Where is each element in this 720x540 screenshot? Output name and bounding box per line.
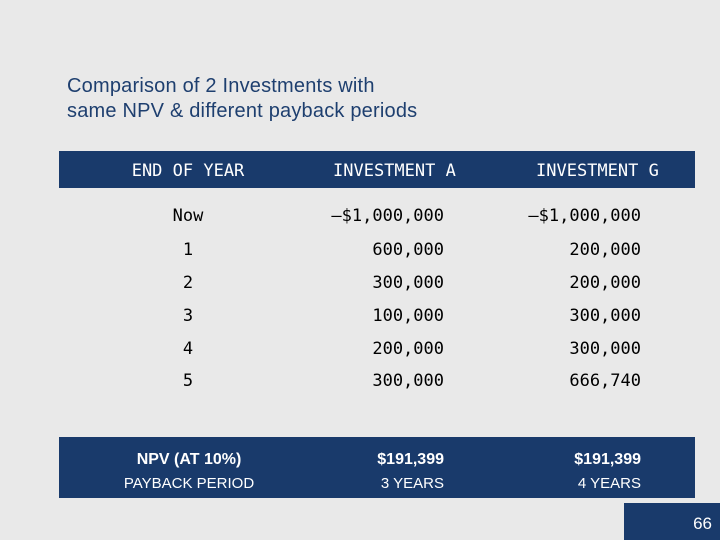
investment-a-cell: 100,000	[372, 306, 444, 326]
year-cell: 4	[182, 339, 194, 359]
investment-a-cell: 300,000	[372, 371, 444, 391]
investment-a-cell: 300,000	[372, 273, 444, 293]
investment-g-cell: 300,000	[569, 339, 641, 359]
investment-a-cell: 200,000	[372, 339, 444, 359]
investment-g-cell: 666,740	[569, 371, 641, 391]
payback-investment-g: 4 YEARS	[577, 475, 641, 492]
investment-g-cell: 200,000	[569, 240, 641, 260]
payback-label: PAYBACK PERIOD	[123, 475, 255, 492]
year-cell: 5	[182, 371, 194, 391]
header-end-of-year: END OF YEAR	[131, 161, 245, 181]
investment-g-cell: 300,000	[569, 306, 641, 326]
year-cell: 3	[182, 306, 194, 326]
page-number: 66	[693, 514, 712, 533]
slide-title	[67, 74, 417, 124]
investment-g-cell: 200,000	[569, 273, 641, 293]
npv-investment-g: $191,399	[574, 451, 641, 468]
investment-a-cell: 600,000	[372, 240, 444, 260]
header-investment-a: INVESTMENT A	[333, 161, 456, 181]
year-cell: 1	[182, 240, 194, 260]
header-investment-g: INVESTMENT G	[536, 161, 659, 181]
npv-investment-a: $191,399	[377, 451, 444, 468]
year-cell: 2	[182, 273, 194, 293]
title-line-1: Comparison of 2 Investments with	[67, 75, 375, 97]
investment-g-cell: –$1,000,000	[528, 206, 641, 226]
title-line-2: same NPV & different payback periods	[67, 100, 418, 122]
payback-investment-a: 3 YEARS	[380, 475, 444, 492]
investment-a-cell: –$1,000,000	[331, 206, 444, 226]
year-cell: Now	[172, 206, 204, 226]
npv-label: NPV (AT 10%)	[136, 451, 242, 468]
